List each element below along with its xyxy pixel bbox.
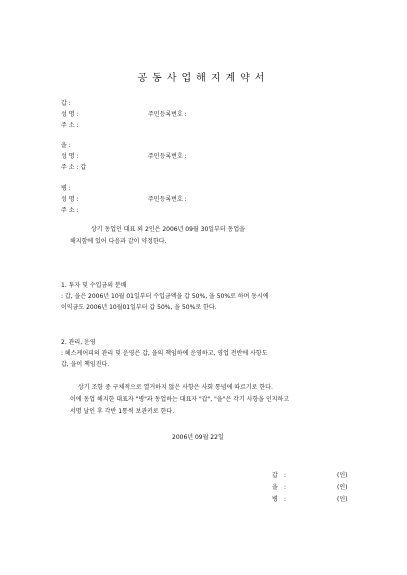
party-a-label: 갑 : bbox=[61, 100, 71, 107]
party-a-registration: 주민등록번호 : bbox=[148, 111, 187, 118]
seal-mark: (인) bbox=[337, 484, 348, 491]
party-b-registration: 주민등록번호 : bbox=[148, 153, 187, 160]
signature-party: 병 bbox=[272, 496, 278, 503]
seal-mark: (인) bbox=[337, 472, 348, 479]
intro-line: 상기 동업인 대표 외 2인은 2006년 09월 30일부터 동업을 bbox=[91, 226, 245, 233]
section-heading: 1. 투자 및 수입금의 분배 bbox=[61, 282, 127, 289]
party-a-address: 주 소 : bbox=[61, 122, 79, 129]
signature-colon: : bbox=[284, 484, 287, 491]
signature-row-a bbox=[262, 473, 352, 481]
party-a-name: 성 명 : bbox=[61, 111, 79, 118]
intro-line: 해지함에 있어 다음과 같이 약정한다. bbox=[70, 238, 167, 245]
seal-mark: (인) bbox=[337, 496, 348, 503]
closing-line: 이에 동업 해지한 대표자 "병"과 동업하는 대표자 "갑", "을"은 각기 사항을 인지하고 bbox=[70, 396, 290, 403]
section-line: 갑, 을이 책임진다. bbox=[61, 361, 110, 368]
party-b-label: 을 : bbox=[61, 142, 71, 149]
signature-party: 을 bbox=[272, 484, 278, 491]
section-line: : 갑, 을은 2006년 10월 01일부터 수입금액을 갑 50%, 을 50%로 하며 동시에 bbox=[61, 293, 269, 300]
signature-row-c bbox=[262, 497, 352, 505]
document-title: 공동사업해지계약서 bbox=[137, 73, 270, 84]
section-line: : 헤스케어피의 관리 및 운영은 갑, 을의 책임하에 운영하고, 영업 전반에 사항도 bbox=[61, 350, 268, 357]
closing-line: 상기 조항 중 구체적으로 열거하지 않은 사항은 사회 통념에 따르기로 한다. bbox=[78, 384, 273, 391]
party-c-name: 성 명 : bbox=[61, 196, 79, 203]
party-c-address: 주 소 : bbox=[61, 207, 79, 214]
signature-colon: : bbox=[284, 472, 287, 479]
closing-line: 서명 날인 후 각반 1통씩 보관키로 한다. bbox=[70, 408, 175, 415]
section-line: 이익금도 2006년 10월01일부터 갑 50%, 을 50%로 한다. bbox=[61, 304, 217, 311]
signature-colon: : bbox=[284, 496, 287, 503]
signature-row-b bbox=[262, 485, 352, 493]
contract-date: 2006년 09월 22일 bbox=[172, 434, 224, 441]
signature-party: 갑 bbox=[272, 472, 278, 479]
section-heading: 2. 관리, 운영 bbox=[61, 339, 96, 346]
party-c-registration: 주민등록번호 : bbox=[148, 196, 187, 203]
party-b-name: 성 명 : bbox=[61, 153, 79, 160]
party-b-address: 주 소 : 갑 bbox=[61, 164, 87, 171]
party-c-label: 병 : bbox=[61, 185, 71, 192]
